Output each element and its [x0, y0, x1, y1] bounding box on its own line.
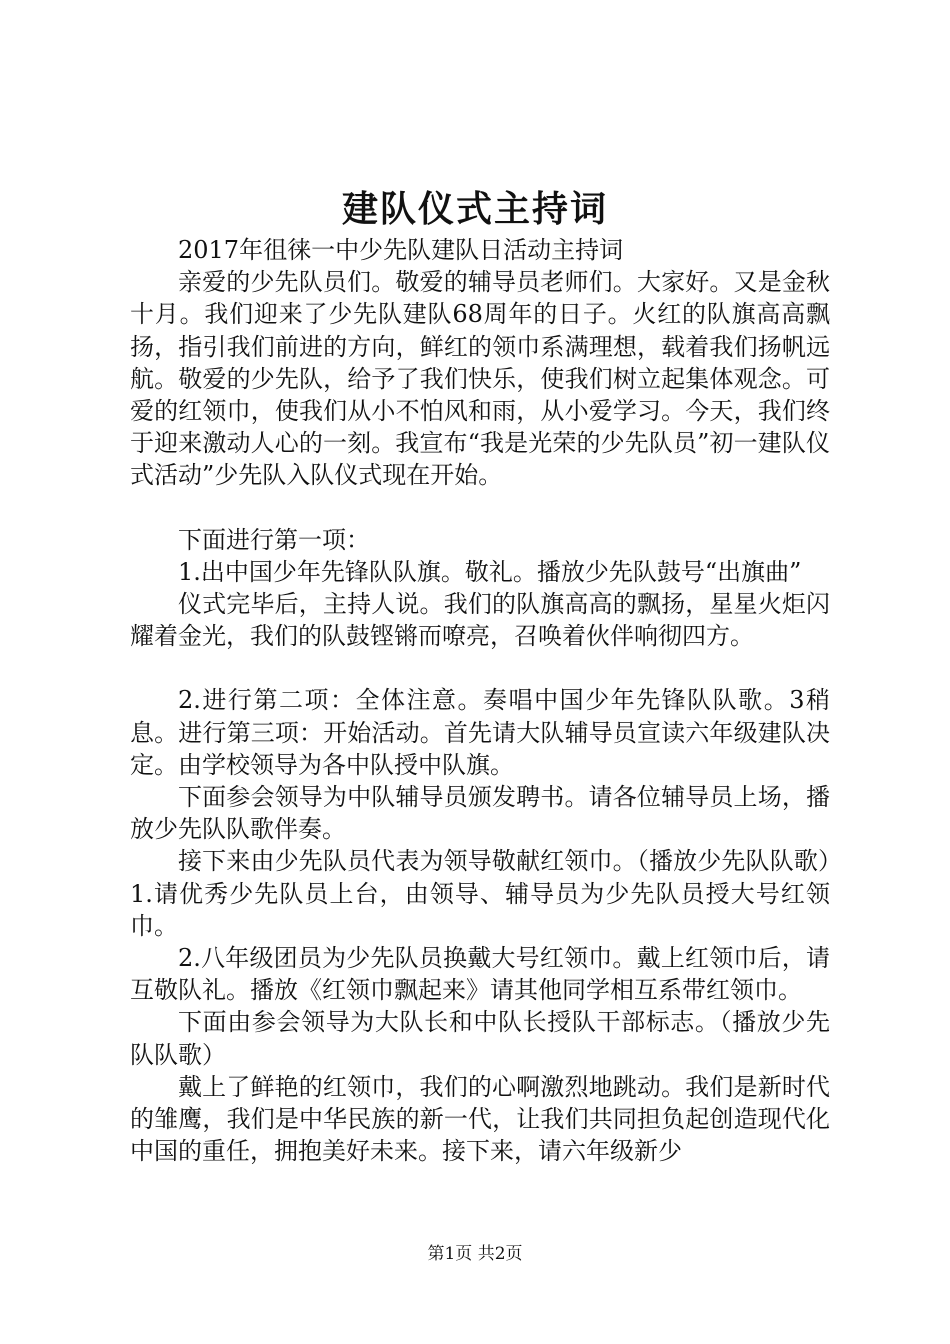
paragraph: 2017年徂徕一中少先队建队日活动主持词	[178, 236, 624, 264]
paragraph: 下面进行第一项：	[178, 525, 370, 554]
paragraph: 下面由参会领导为大队长和中队长授队干部标志。（播放少先队队歌）	[130, 1008, 830, 1069]
page-number-footer: 第1页 共2页	[427, 1244, 523, 1264]
paragraph: 下面参会领导为中队辅导员颁发聘书。请各位辅导员上场，播放少先队队歌伴奏。	[130, 783, 830, 844]
document-body	[130, 234, 830, 1167]
document-title: 建队仪式主持词	[341, 188, 608, 230]
paragraph: 亲爱的少先队员们。敬爱的辅导员老师们。大家好。又是金秋十月。我们迎来了少先队建队68周年的日子。火红的队旗高高飘扬，指引我们前进的方向，鲜红的领巾系满理想，载着我们扬帆远航。敬爱的少先队，给予了我们快乐，使我们树立起集体观念。可爱的红领巾，使我们从小不怕风和雨，从小爱学习。今天，我们终于迎来激动人心的一刻。我宣布“我是光荣的少先队员”初一建队仪式活动”少先队入队仪式现在开始。	[130, 268, 830, 490]
paragraph: 2.八年级团员为少先队员换戴大号红领巾。戴上红领巾后，请互敬队礼。播放《红领巾飘起来》请其他同学相互系带红领巾。	[130, 944, 830, 1005]
paragraph: 接下来由少先队员代表为领导敬献红领巾。（播放少先队队歌）1.请优秀少先队员上台，由领导、辅导员为少先队员授大号红领巾。	[130, 847, 830, 940]
paragraph: 仪式完毕后，主持人说。我们的队旗高高的飘扬，星星火炬闪耀着金光，我们的队鼓铿锵而嘹亮，召唤着伙伴响彻四方。	[130, 590, 830, 651]
paragraph: 戴上了鲜艳的红领巾，我们的心啊激烈地跳动。我们是新时代的雏鹰，我们是中华民族的新一代，让我们共同担负起创造现代化中国的重任，拥抱美好未来。接下来，请六年级新少	[130, 1072, 830, 1166]
paragraph: 2.进行第二项：全体注意。奏唱中国少年先锋队队歌。3稍息。进行第三项：开始活动。首先请大队辅导员宣读六年级建队决定。由学校领导为各中队授中队旗。	[130, 686, 830, 779]
paragraph: 1.出中国少年先锋队队旗。敬礼。播放少先队鼓号“出旗曲”	[178, 557, 802, 586]
